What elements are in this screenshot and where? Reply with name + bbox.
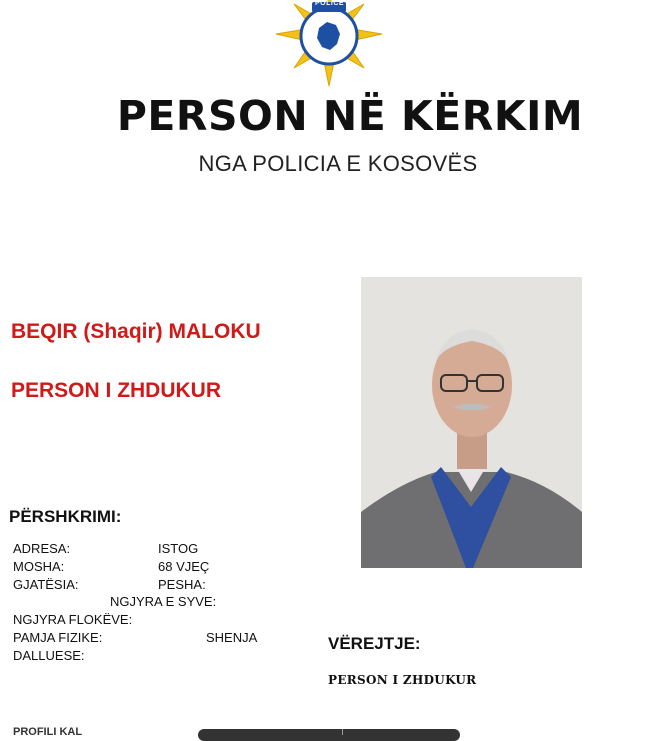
address-value: ISTOG (158, 541, 199, 556)
person-status: PERSON I ZHDUKUR (11, 379, 222, 402)
footer-pill-divider (342, 729, 343, 735)
person-photo (361, 277, 582, 568)
poster-subtitle: NGA POLICIA E KOSOVËS (198, 151, 478, 176)
logo-badge-text: POLICE (315, 0, 345, 7)
police-star-emblem-icon (272, 0, 386, 88)
poster-title: PERSON NË KËRKIM (116, 92, 584, 140)
footer-cut-text: PROFILI KAL (13, 726, 83, 738)
age-label: MOSHA: (13, 559, 65, 574)
distinguishing-marks-label: SHENJA (206, 630, 258, 645)
age-value: 68 VJEÇ (158, 559, 210, 574)
physique-label: PAMJA FIZIKE: (13, 630, 103, 645)
address-label: ADRESA: (13, 541, 71, 556)
height-label: GJATËSIA: (13, 577, 79, 592)
remarks-heading: VËREJTJE: (328, 634, 421, 653)
remarks-text: PERSON I ZHDUKUR (328, 673, 477, 687)
person-name: BEQIR (Shaqir) MALOKU (11, 320, 261, 343)
eye-color-label: NGJYRA E SYVE: (110, 594, 217, 609)
footer-pill-bar (198, 729, 460, 741)
police-logo (272, 0, 386, 88)
description-heading: PËRSHKRIMI: (9, 507, 122, 526)
distinguishing-marks-label-cont: DALLUESE: (13, 648, 85, 663)
portrait-illustration (361, 277, 582, 568)
hair-color-label: NGJYRA FLOKËVE: (13, 612, 133, 627)
weight-label: PESHA: (158, 577, 206, 592)
